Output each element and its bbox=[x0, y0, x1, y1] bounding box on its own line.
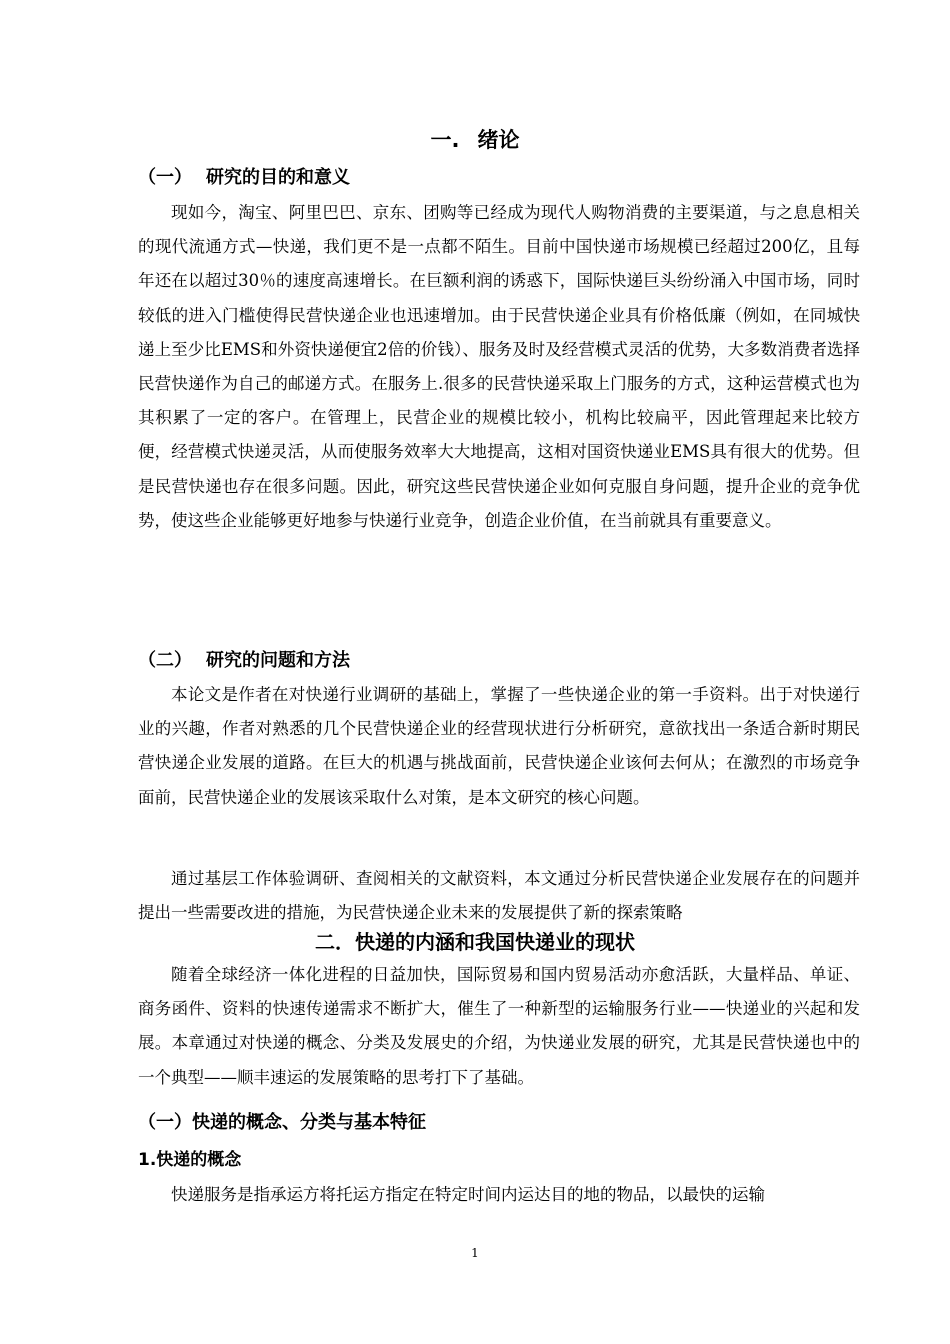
paragraph-1-2-b: 通过基层工作体验调研、查阅相关的文献资料，本文通过分析民营快递企业发展存在的问题并提出一些需要改进的措施，为民营快递企业未来的发展提供了新的探索策略 bbox=[138, 869, 860, 923]
section-1-2-heading bbox=[138, 646, 350, 672]
chapter-1-number: 一. bbox=[430, 128, 460, 152]
section-1-1-number: （一） bbox=[138, 167, 192, 188]
subsection-2-1-1-heading: 1.快递的概念 bbox=[138, 1150, 242, 1170]
section-2-1-heading: （一）快递的概念、分类与基本特征 bbox=[138, 1112, 426, 1133]
section-1-2-title: 研究的问题和方法 bbox=[206, 650, 350, 671]
chapter-1-heading bbox=[0, 124, 950, 154]
page-number: 1 bbox=[471, 1246, 479, 1260]
chapter-2-heading: 二．快递的内涵和我国快递业的现状 bbox=[315, 930, 635, 954]
paragraph-1-1: 现如今，淘宝、阿里巴巴、京东、团购等已经成为现代人购物消费的主要渠道，与之息息相关的现代流通方式—快递，我们更不是一点都不陌生。目前中国快递市场规模已经超过200亿，且每年还在以超过30％的速度高速增长。在巨额利润的诱惑下，国际快递巨头纷纷涌入中国市场，同时较低的进入门槛使得民营快递企业也迅速增加。由于民营快递企业具有价格低廉（例如，在同城快递上至少比EMS和外资快递便宜2倍的价钱）、服务及时及经营模式灵活的优势，大多数消费者选择民营快递作为自己的邮递方式。在服务上.很多的民营快递采取上门服务的方式，这种运营模式也为其积累了一定的客户。在管理上，民营企业的规模比较小，机构比较扁平，因此管理起来比较方便，经营模式快递灵活，从而使服务效率大大地提高，这相对国资快递业EMS具有很大的优势。但是民营快递也存在很多问题。因此，研究这些民营快递企业如何克服自身问题，提升企业的竞争优势，使这些企业能够更好地参与快递行业竞争，创造企业价值，在当前就具有重要意义。 bbox=[138, 203, 860, 530]
section-1-1-title: 研究的目的和意义 bbox=[206, 167, 350, 188]
chapter-1-title: 绪论 bbox=[477, 128, 520, 152]
paragraph-2-1-1: 快递服务是指承运方将托运方指定在特定时间内运达目的地的物品，以最快的运输 bbox=[171, 1185, 765, 1204]
paragraph-2-intro: 随着全球经济一体化进程的日益加快，国际贸易和国内贸易活动亦愈活跃，大量样品、单证、商务函件、资料的快速传递需求不断扩大，催生了一种新型的运输服务行业——快递业的兴起和发展。本章通过对快递的概念、分类及发展史的介绍，为快递业发展的研究，尤其是民营快递也中的一个典型——顺丰速运的发展策略的思考打下了基础。 bbox=[138, 965, 860, 1087]
section-1-1-heading bbox=[138, 163, 350, 189]
paragraph-1-2-a: 本论文是作者在对快递行业调研的基础上，掌握了一些快递企业的第一手资料。出于对快递行业的兴趣，作者对熟悉的几个民营快递企业的经营现状进行分析研究，意欲找出一条适合新时期民营快递企业发展的道路。在巨大的机遇与挑战面前，民营快递企业该何去何从；在激烈的市场竞争面前，民营快递企业的发展该采取什么对策，是本文研究的核心问题。 bbox=[138, 685, 860, 807]
section-1-2-number: （二） bbox=[138, 650, 192, 671]
